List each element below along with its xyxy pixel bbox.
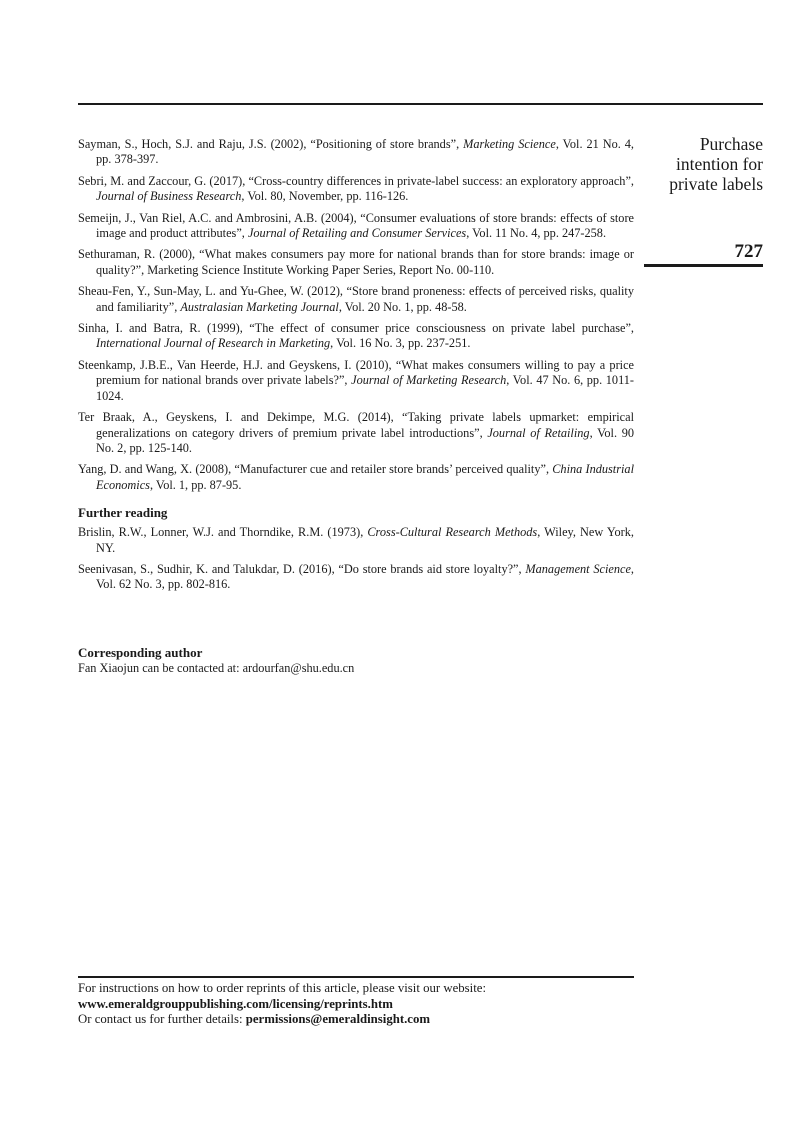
top-rule (78, 103, 763, 105)
reference-list (78, 137, 634, 599)
reference-entry: Yang, D. and Wang, X. (2008), “Manufacturer cue and retailer store brands’ perceived quality”, China Industrial Economics, Vol. 1, pp. 87-95. (78, 462, 634, 492)
reference-entry: Steenkamp, J.B.E., Van Heerde, H.J. and Geyskens, I. (2010), “What makes consumers willing to pay a price premium for national brands over private labels?”, Journal of Marketing Research, Vol. 47 No. 6, pp. 1011-1024. (78, 357, 635, 403)
reference-entry: Sethuraman, R. (2000), “What makes consumers pay more for national brands than for store brands: image or quality?”, Marketing Science Institute Working Paper Series, Report No. 00-110. (78, 247, 634, 277)
reference-entry: Semeijn, J., Van Riel, A.C. and Ambrosini, A.B. (2004), “Consumer evaluations of store brands: effects of store image and product attributes”, Journal of Retailing and Consumer Services, Vol. 11 No. 4, pp. 247-258. (78, 210, 634, 241)
running-head-line: Purchase (699, 134, 763, 154)
reprints-instructions: For instructions on how to order reprints of this article, please visit our website: (78, 981, 487, 995)
corresponding-author (78, 645, 634, 676)
reprints-url-link[interactable]: www.emeraldgrouppublishing.com/licensing/reprints.htm (78, 996, 393, 1011)
running-head-line: intention for (676, 154, 763, 174)
corresponding-author-contact: Fan Xiaojun can be contacted at: ardourfan@shu.edu.cn (78, 661, 355, 675)
running-head-line: private labels (669, 174, 763, 194)
page-number-rule (644, 264, 763, 267)
corresponding-author-heading: Corresponding author (78, 645, 203, 660)
reprints-footer (78, 981, 678, 1028)
reference-entry: Sayman, S., Hoch, S.J. and Raju, J.S. (2002), “Positioning of store brands”, Marketing Science, Vol. 21 No. 4, pp. 378-397. (78, 137, 634, 167)
page-number: 727 (734, 241, 763, 262)
reference-entry: Sebri, M. and Zaccour, G. (2017), “Cross-country differences in private-label success: an exploratory approach”, Journal of Business Research, Vol. 80, November, pp. 116-126. (78, 173, 634, 204)
footer-rule (78, 976, 634, 978)
reference-entry: Sheau-Fen, Y., Sun-May, L. and Yu-Ghee, W. (2012), “Store brand proneness: effects of perceived risks, quality and familiarity”, Australasian Marketing Journal, Vol. 20 No. 1, pp. 48-58. (78, 284, 634, 314)
further-reading-heading: Further reading (78, 505, 168, 521)
further-reading-entry: Brislin, R.W., Lonner, W.J. and Thorndike, R.M. (1973), Cross-Cultural Research Methods, Wiley, New York, NY. (78, 525, 635, 555)
running-head (640, 134, 763, 194)
permissions-email-link[interactable]: permissions@emeraldinsight.com (245, 1012, 431, 1026)
reference-entry: Ter Braak, A., Geyskens, I. and Dekimpe, M.G. (2014), “Taking private labels upmarket: empirical generalizations on category drivers of premium private label introductions”, Journal of Retailing, Vol. 90 No. 2, pp. 125-140. (78, 410, 634, 455)
reference-entry: Sinha, I. and Batra, R. (1999), “The effect of consumer price consciousness on private label purchase”, International Journal of Research in Marketing, Vol. 16 No. 3, pp. 237-251. (78, 321, 634, 351)
further-reading-entry: Seenivasan, S., Sudhir, K. and Talukdar, D. (2016), “Do store brands aid store loyalty?”, Management Science, Vol. 62 No. 3, pp. 802-816. (78, 561, 634, 592)
contact-line: Or contact us for further details: permissions@emeraldinsight.com (78, 1012, 431, 1026)
